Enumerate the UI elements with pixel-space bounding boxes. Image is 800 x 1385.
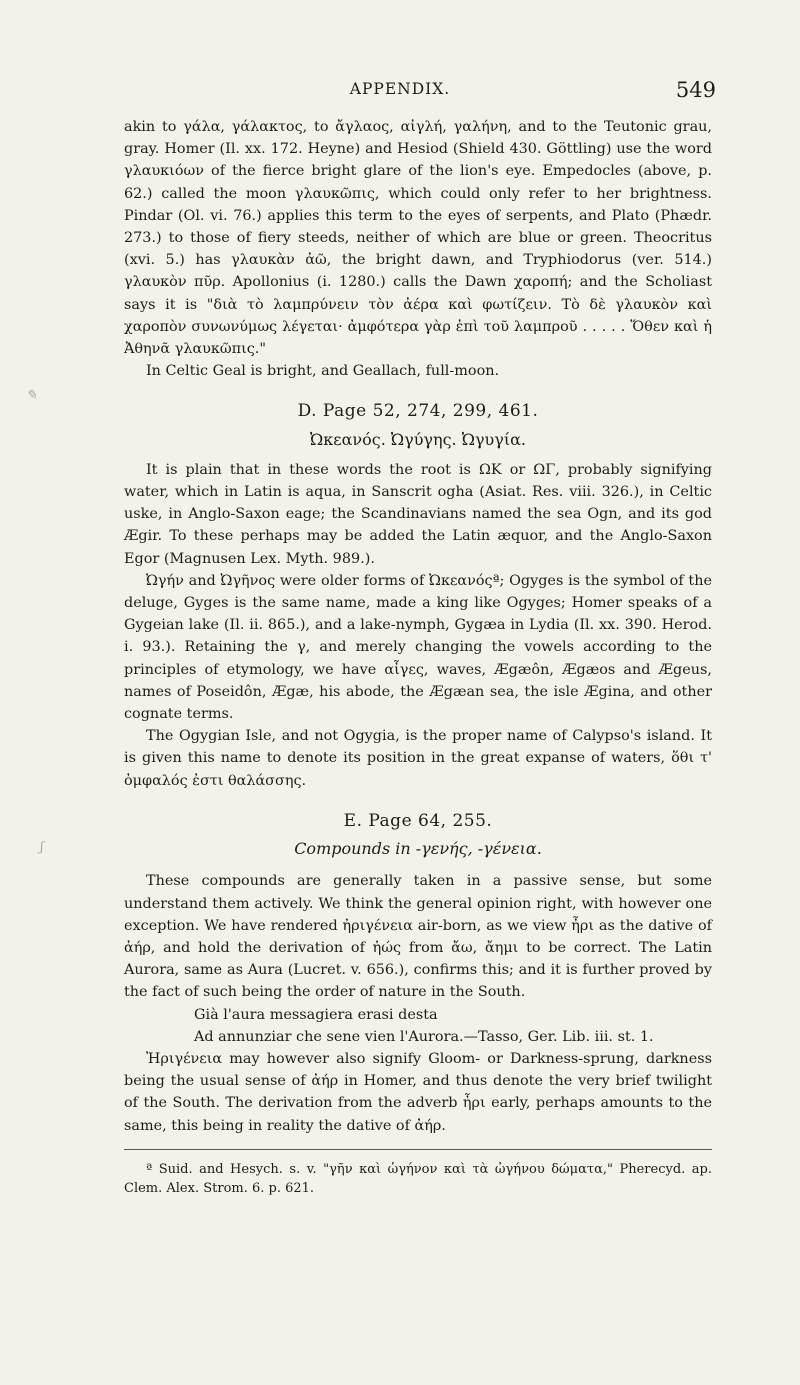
running-head bbox=[0, 78, 800, 102]
margin-scribble: ʃ bbox=[40, 840, 44, 855]
quote-line: Ad annunziar che sene vien l'Aurora.—Tasso, Ger. Lib. iii. st. 1. bbox=[194, 1028, 654, 1045]
paragraph: These compounds are generally taken in a passive sense, but some understand them actively. We think the general opinion right, with however one exception. We have rendered ἠριγένεια air-born, as we view ἦρι as the dative of ἀήρ, and hold the derivation of ἠώς from ἄω, ἄημι to be correct. The Latin Aurora, same as Aura (Lucret. v. 656.), confirms this; and it is further proved by the fact of such being the order of nature in the South. bbox=[124, 873, 712, 1001]
paragraph: In Celtic Geal is bright, and Geallach, full-moon. bbox=[146, 363, 500, 380]
footnote-divider bbox=[124, 1149, 712, 1150]
section-d-subheading: Ὠκεανός. Ὠγύγης. Ὠγυγία. bbox=[310, 429, 526, 449]
paragraph: Ἠριγένεια may however also signify Gloom- or Darkness-sprung, darkness being the usual sense of ἀήρ in Homer, and thus denote the very brief twilight of the South. The derivation from the adverb ἦρι early, perhaps amounts to the same, this being in reality the dative of ἀήρ. bbox=[124, 1050, 712, 1134]
section-d-heading: D. Page 52, 274, 299, 461. bbox=[297, 401, 539, 422]
page-number: 549 bbox=[675, 78, 716, 102]
quote-line: Già l'aura messagiera erasi desta bbox=[194, 1006, 438, 1023]
section-e-heading: E. Page 64, 255. bbox=[343, 810, 493, 831]
paragraph: It is plain that in these words the root is ΩΚ or ΩΓ, probably signifying water, which in Latin is aqua, in Sanscrit ogha (Asiat. Res. viii. 326.), in Celtic uske, in Anglo-Saxon eage; the Scandinavians named the sea Ogn, and its god Ægir. To these perhaps may be added the Latin æquor, and the Anglo-Saxon Egor (Magnusen Lex. Myth. 989.). bbox=[124, 461, 712, 567]
margin-scribble: ✎ bbox=[26, 388, 37, 403]
main-text bbox=[124, 116, 712, 1198]
running-title: APPENDIX. bbox=[349, 80, 451, 98]
paragraph: The Ogygian Isle, and not Ogygia, is the proper name of Calypso's island. It is given this name to denote its position in the great expanse of waters, ὅθι τ' ὀμφαλός ἐστι θαλάσσης. bbox=[124, 728, 712, 789]
section-e-subheading: Compounds in -γενής, -γένεια. bbox=[294, 839, 542, 859]
footnote: ª Suid. and Hesych. s. v. "γῆν καὶ ὠγήνον καὶ τὰ ὠγήνου δώματα," Pherecyd. ap. Clem. Alex. Strom. 6. p. 621. bbox=[124, 1161, 712, 1196]
paragraph: Ὠγήν and Ὠγῆνος were older forms of Ὠκεανόςª; Ogyges is the symbol of the deluge, Gyges is the same name, made a king like Ogyges; Homer speaks of a Gygeian lake (Il. ii. 865.), and a lake-nymph, Gygæa in Lydia (Il. xx. 390. Herod. i. 93.). Retaining the γ, and merely changing the vowels according to the principles of etymology, we have αἶγες, waves, Ægæôn, Ægæos and Ægeus, names of Poseidôn, Ægæ, his abode, the Ægæan sea, the isle Ægina, and other cognate terms. bbox=[124, 572, 712, 723]
paragraph: akin to γάλα, γάλακτος, to ἄγλαος, αἰγλή, γαλήνη, and to the Teutonic grau, gray. Homer (Il. xx. 172. Heyne) and Hesiod (Shield 430. Göttling) use the word γλαυκιόων of the fierce bright glare of the lion's eye. Empedocles (above, p. 62.) called the moon γλαυκῶπις, which could only refer to her brightness. Pindar (Ol. vi. 76.) applies this term to the eyes of serpents, and Plato (Phædr. 273.) to those of fiery steeds, neither of which are blue or green. Theocritus (xvi. 5.) has γλαυκὰν ἀῶ, the bright dawn, and Tryphiodorus (ver. 514.) γλαυκὸν πῦρ. Apollonius (i. 1280.) calls the Dawn χαροπή; and the Scholiast says it is "διὰ τὸ λαμπρύνειν τὸν ἀέρα καὶ φωτίζειν. Τὸ δὲ γλαυκὸν καὶ χαροπὸν συνωνύμως λέγεται· ἀμφότερα γὰρ ἐπὶ τοῦ λαμπροῦ . . . . . Ὅθεν καὶ ἡ Ἀθηνᾶ γλαυκῶπις." bbox=[124, 119, 712, 358]
